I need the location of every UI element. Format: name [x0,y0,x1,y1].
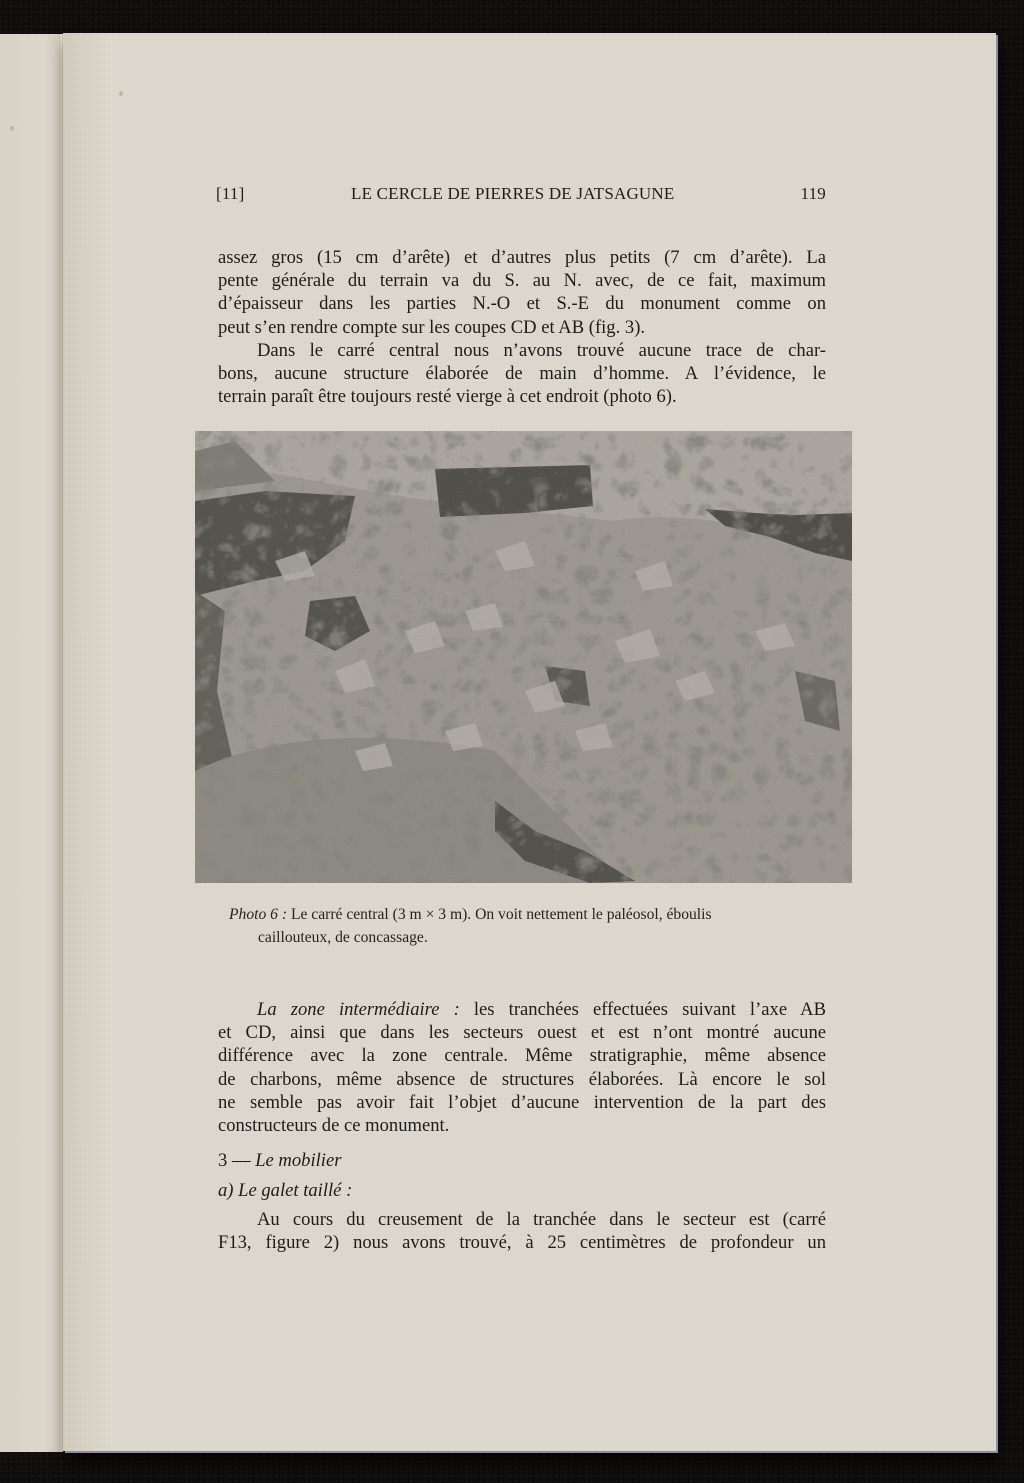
excavation-photo [195,431,852,883]
text-line: pente générale du terrain va du S. au N. avec, de ce fait, maximum [218,270,826,292]
caption-text: Le carré central (3 m × 3 m). On voit nettement le paléosol, éboulis [287,906,712,923]
section-number: 3 — [218,1150,256,1171]
chapter-number: [11] [216,184,245,203]
paper-speck [119,91,123,96]
running-header [216,184,828,210]
caption-first-line [229,906,712,923]
text-line: et CD, ainsi que dans les secteurs ouest et est n’ont montré aucune [218,1022,826,1044]
text-line: Au cours du creusement de la tranchée dans le secteur est (carré [257,1209,826,1230]
paper-speck [10,126,14,131]
photo-image [195,431,852,883]
text-line: bons, aucune structure élaborée de main d’homme. A l’évidence, le [218,363,826,385]
caption-second-line: caillouteux, de concassage. [258,929,428,946]
text-line [218,998,826,1021]
section-title: Le mobilier [255,1150,342,1171]
text-line: terrain paraît être toujours resté vierge à cet endroit (photo 6). [218,386,677,408]
text-line: Dans le carré central nous n’avons trouvé aucune trace de char- [257,339,826,361]
running-title: LE CERCLE DE PIERRES DE JATSAGUNE [351,184,675,203]
section-heading [218,1150,341,1172]
text-line: de charbons, même absence de structures élaborées. Là encore le sol [218,1068,826,1090]
body-text-zone [218,998,826,1137]
text-line: peut s’en rendre compte sur les coupes CD et AB (fig. 3). [218,316,646,338]
text-line: ne semble pas avoir fait l’objet d’aucune intervention de la part des [218,1091,826,1113]
caption-label: Photo 6 : [229,906,288,923]
body-text-final [218,1208,826,1254]
photo-caption [229,903,849,949]
body-text-top [218,246,826,408]
text-line: d’épaisseur dans les parties N.-O et S.-E du monument comme on [218,293,826,315]
subsection-heading [218,1180,352,1202]
text-line: constructeurs de ce monument. [218,1115,450,1137]
text-span: les tranchées effectuées suivant l’axe AB [459,999,826,1020]
text-line: F13, figure 2) nous avons trouvé, à 25 centimètres de profondeur un [218,1232,826,1254]
subsection-title: a) Le galet taillé : [218,1180,353,1201]
page-number: 119 [800,184,826,203]
zone-title: La zone intermédiaire : [257,999,460,1020]
text-line: assez gros (15 cm d’arête) et d’autres plus petits (7 cm d’arête). La [218,247,826,268]
previous-page-edge [0,34,62,1452]
text-line: différence avec la zone centrale. Même stratigraphie, même absence [218,1045,826,1067]
